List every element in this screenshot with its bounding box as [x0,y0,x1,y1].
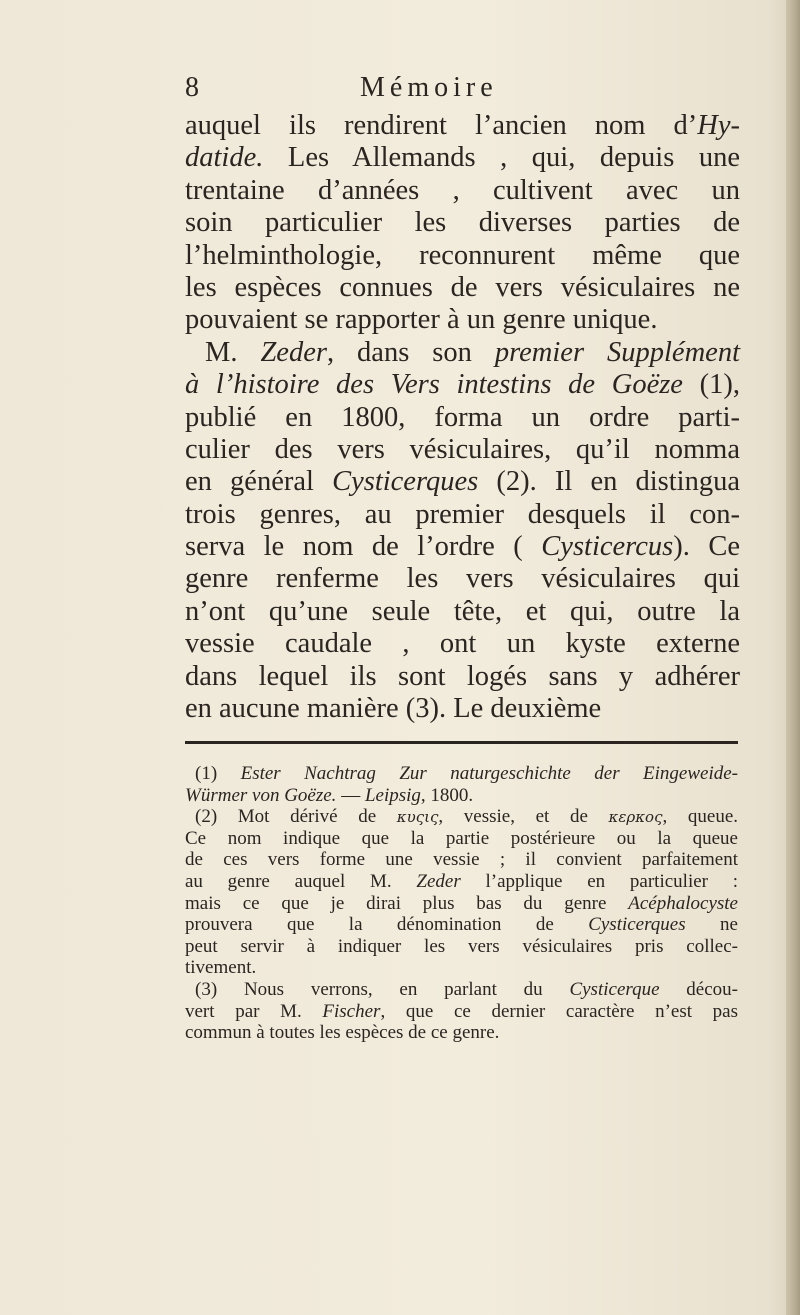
text-run: prouvera que la dénomination de [185,914,589,936]
text-run: pouvaient se rapporter à un genre unique. [185,304,658,336]
text-run: Ce nom indique que la partie postérieure ou la queue [185,827,738,849]
footnote-line [185,849,738,871]
footnote-line [185,957,738,979]
text-run: M. [205,336,261,368]
italic-run: Acéphalocyste [628,892,738,914]
text-run: de ces vers forme une vessie ; il convient parfaitement [185,849,738,871]
footnote-line [185,828,738,850]
text-run: genre renferme les vers vésiculaires qui [185,563,740,595]
greek-word: κυςις [396,808,439,827]
footnote-line [185,806,738,828]
text-run: (3) Nous verrons, en parlant du [195,978,570,1000]
text-run: (2) Mot dérivé de [195,806,397,828]
footnote-line [185,979,738,1001]
italic-run: Cysticerque [569,978,660,1000]
text-run: , vessie, et de [438,806,609,828]
body-line [185,240,740,272]
text-run: soin particulier les diverses parties de [185,207,740,239]
text-run: culier des vers vésiculaires, qu’il nomma [185,433,740,465]
italic-run: Hy- [697,110,740,141]
italic-run: Fischer [322,1000,381,1022]
text-run: au genre auquel M. [185,870,417,892]
footnote-rule [185,741,738,744]
body-line [185,272,740,304]
text-run: , dans son [326,336,495,368]
footnote-line [185,914,738,936]
text-run: publié en 1800, forma un ordre parti- [185,401,740,433]
body-line [185,466,740,498]
text-run: mais ce que je dirai plus bas du genre [185,892,629,914]
italic-run: à l’histoire des Vers intestins de Goëze [185,369,683,401]
text-run: , que ce dernier caractère n’est pas [380,1000,739,1022]
body-line [185,693,740,725]
body-line [185,110,740,142]
footnote-line [185,785,738,807]
body-line [185,207,740,239]
italic-run: Zeder [260,336,327,368]
body-line [185,661,740,693]
italic-run: Ester Nachtrag Zur naturgeschichte der Eingeweide- [240,763,739,784]
body-line [185,402,740,434]
body-line [185,434,740,466]
body-line [185,175,740,207]
text-run: trois genres, au premier desquels il con- [185,498,740,530]
text-run: commun à toutes les espèces de ce genre. [185,1022,500,1044]
body-line [185,304,740,336]
text-run: en aucune manière (3). Le deuxième [185,693,602,725]
text-run: décou- [659,978,738,1000]
text-run: auquel ils rendirent l’ancien nom d’ [185,110,698,141]
page-number: 8 [185,72,203,103]
text-run: en général [185,466,333,498]
italic-run: datide. [185,142,264,174]
body-text [185,110,740,725]
italic-run: Cysticercus [541,531,674,563]
text-run: ne [685,914,738,936]
footnote-line [185,1001,738,1023]
text-run: ). Ce [673,531,740,563]
italic-run: Cysticerques [332,466,479,498]
italic-run: Cysticerques [588,914,686,936]
text-run: Les Allemands , qui, depuis une [263,142,740,174]
text-run: , queue. [662,806,738,828]
text-run: vessie caudale , ont un kyste externe [185,628,740,660]
body-line [185,596,740,628]
footnote-line [185,871,738,893]
text-run: n’ont qu’une seule tête, et qui, outre la [185,595,740,627]
text-run: , 1800. [420,784,474,806]
text-run: les espèces connues de vers vésiculaires ne [185,271,740,303]
text-run: peut servir à indiquer les vers vésiculaires pris collec- [185,935,738,957]
body-line [185,369,740,401]
footnote-line [185,936,738,958]
text-run: serva le nom de l’ordre ( [185,531,542,563]
text-run: dans lequel ils sont logés sans y adhérer [185,660,740,692]
text-run: l’helminthologie, reconnurent même que [185,239,740,271]
body-line [185,563,740,595]
body-line [185,628,740,660]
body-line [185,531,740,563]
footnotes [185,763,738,1044]
text-run: (1) [195,763,241,784]
text-run: l’applique en particulier : [460,870,738,892]
text-run: — [336,784,365,806]
text-run: tivement. [185,957,257,979]
running-header [185,72,745,108]
footnote-line [185,1022,738,1044]
text-run: (1), [682,369,741,401]
text-run: vert par M. [185,1000,323,1022]
footnote-line [185,763,738,785]
book-spine-edge [786,0,800,1315]
running-title: Mémoire [360,72,498,103]
italic-run: Zeder [416,870,461,892]
body-line [185,337,740,369]
body-line [185,499,740,531]
italic-run: premier Supplément [494,336,740,368]
italic-run: Würmer von Goëze. [185,784,337,806]
text-run: (2). Il en distingua [478,466,740,498]
greek-word: κερκος [608,808,663,827]
footnote-line [185,893,738,915]
body-line [185,142,740,174]
italic-run: Leipsig [364,784,421,806]
text-run: trentaine d’années , cultivent avec un [185,174,740,206]
